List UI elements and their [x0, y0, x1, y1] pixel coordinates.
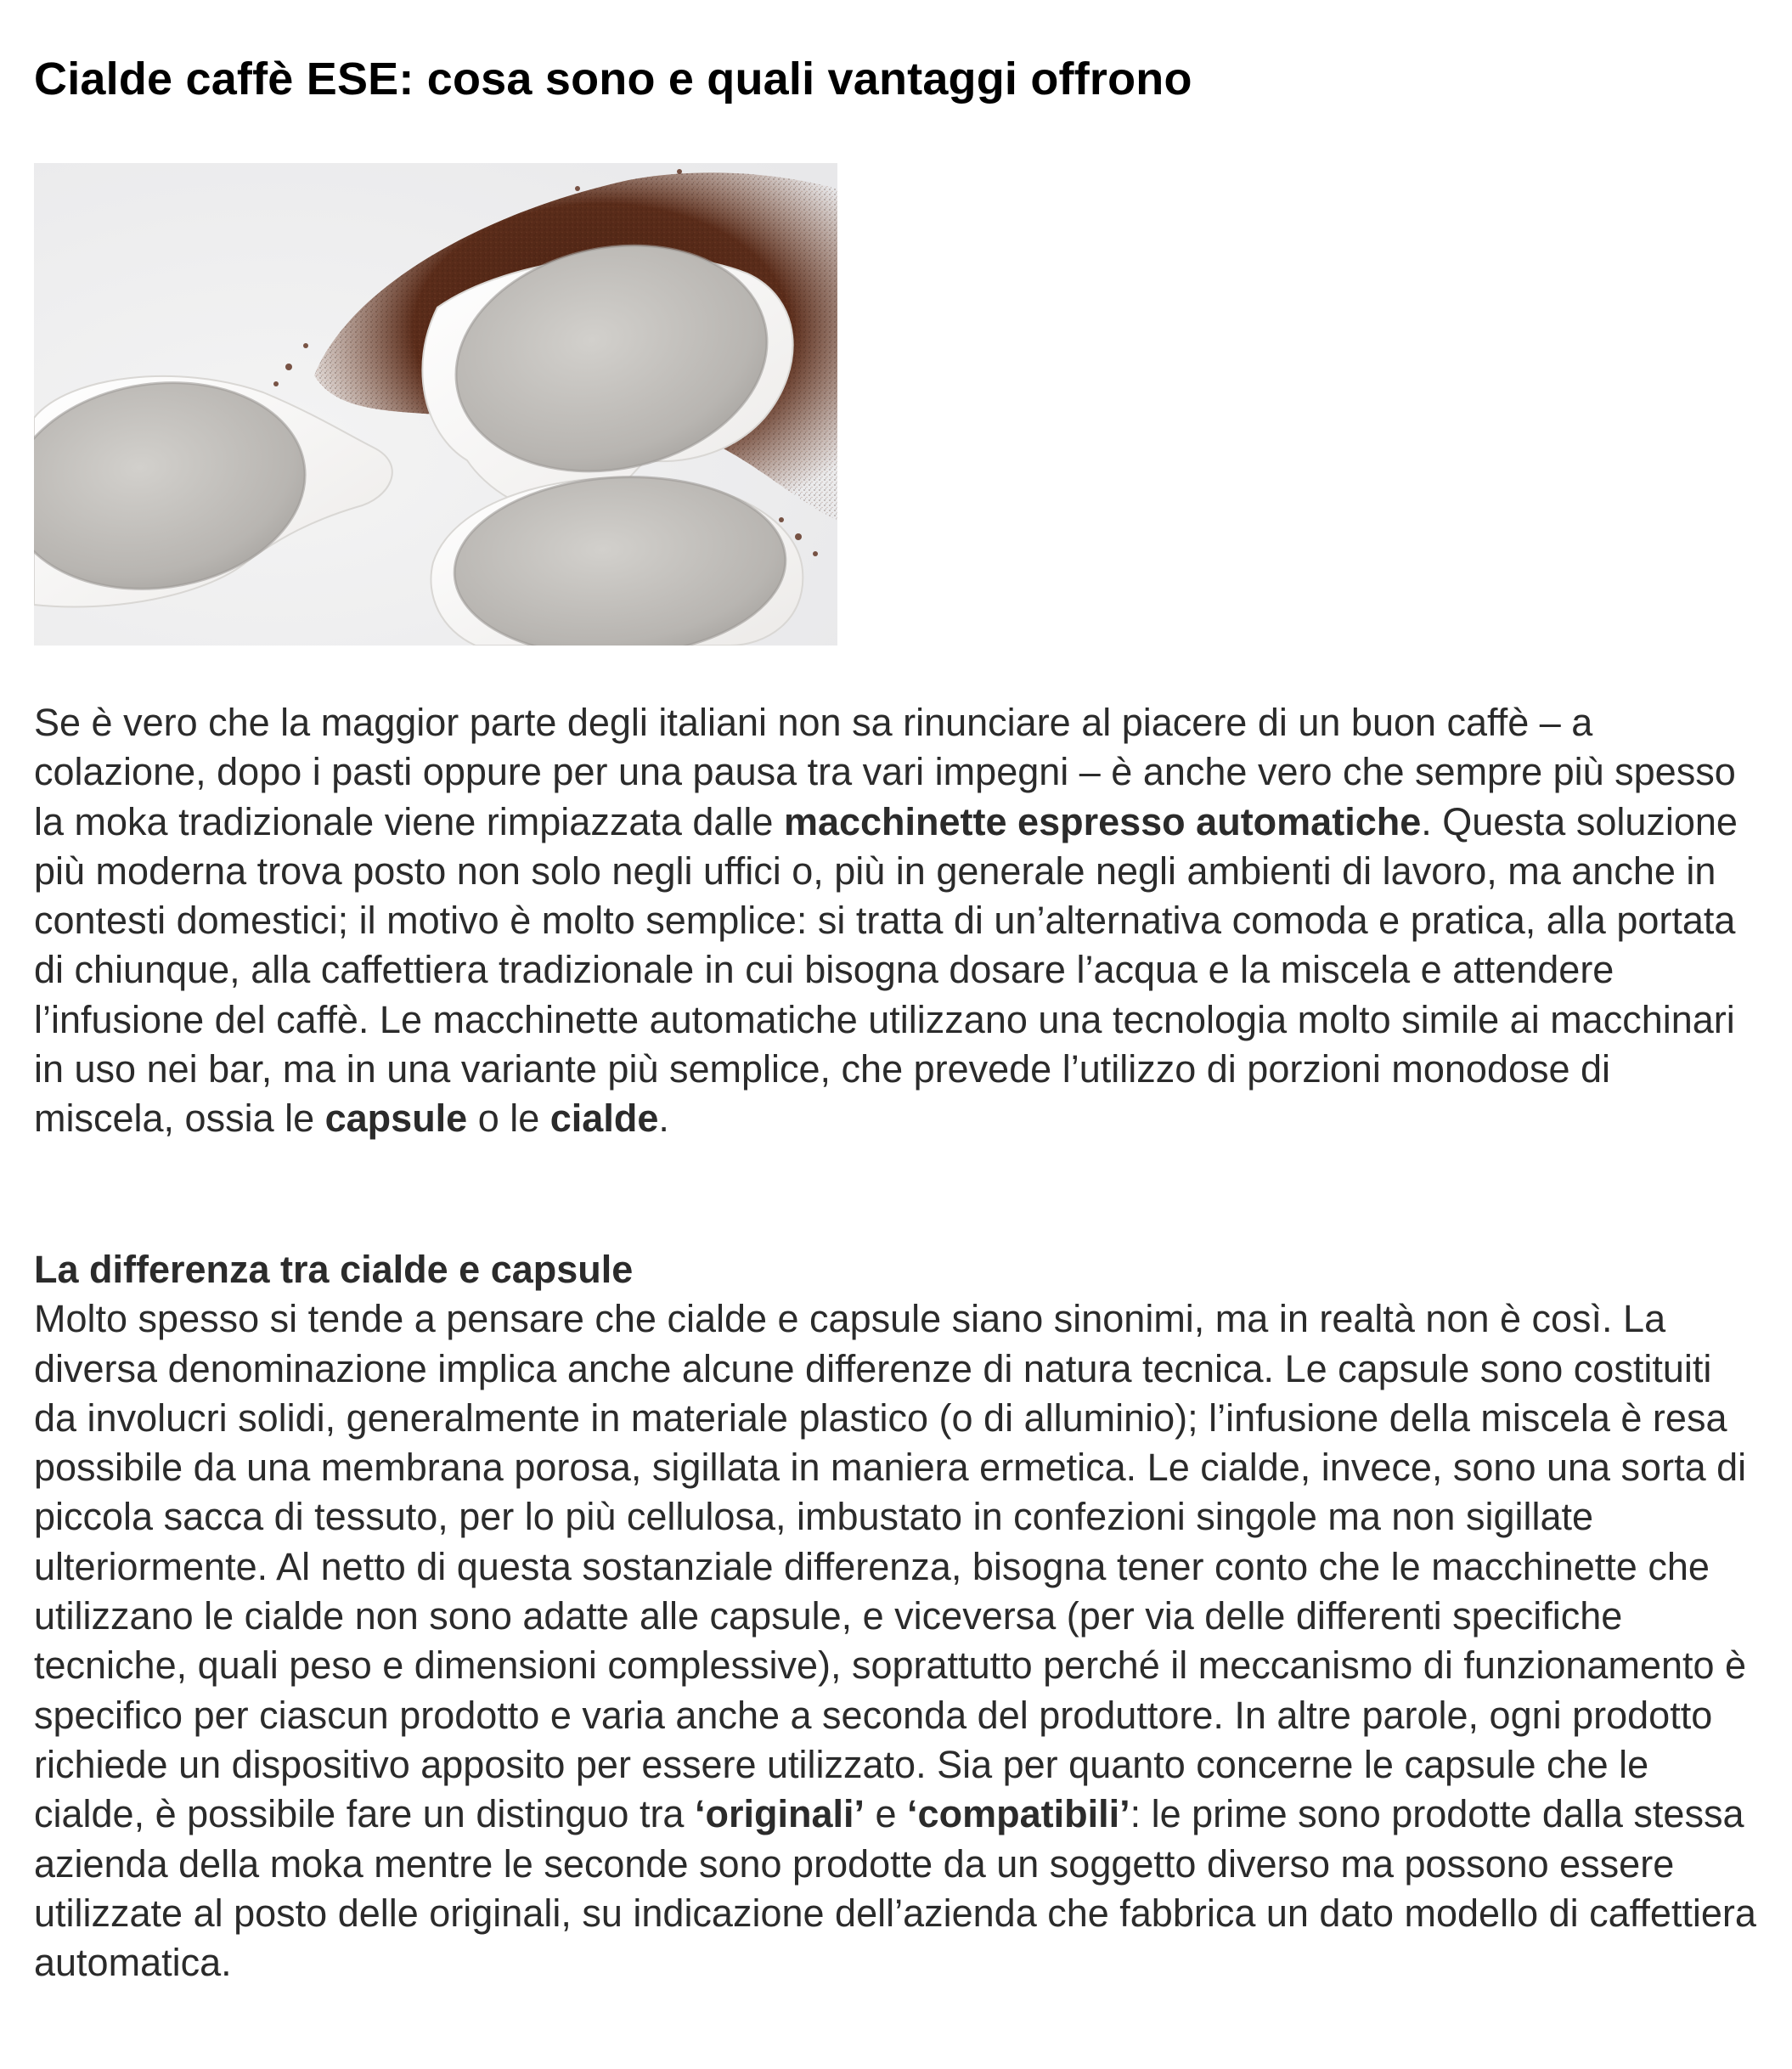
intro-text-4: .: [658, 1097, 669, 1141]
intro-paragraph: [34, 698, 1758, 1144]
intro-bold-capsule: capsule: [324, 1097, 468, 1141]
intro-text-3: o le: [467, 1097, 550, 1141]
section-bold-compatibili: ‘compatibili’: [907, 1792, 1130, 1836]
intro-text-1: Se è vero che la maggior parte degli italiani non sa rinunciare al piacere di un buon caffè – a colazione, dopo i pasti oppure per una pausa tra vari impegni – è anche vero che sempre più spesso la moka tradizionale viene rimpiazzata dalle: [34, 701, 1736, 843]
section-text-2: e: [865, 1792, 908, 1836]
section-text-1: Molto spesso si tende a pensare che cialde e capsule siano sinonimi, ma in realtà non è così. La diversa denominazione implica anche alcune differenze di natura tecnica. Le capsule sono costituiti da involucri solidi, generalmente in materiale plastico (o di alluminio); l’infusione della miscela è resa possibile da una membrana porosa, sigillata in maniera ermetica. Le cialde, invece, sono una sorta di piccola sacca di tessuto, per lo più cellulosa, imbustato in confezioni singole ma non sigillate ulteriormente. Al netto di questa sostanziale differenza, bisogna tener conto che le macchinette che utilizzano le cialde non sono adatte alle capsule, e viceversa (per via delle differenti specifiche tecniche, quali peso e dimensioni complessive), soprattutto perché il meccanismo di funzionamento è specifico per ciascun prodotto e varia anche a seconda del produttore. In altre parole, ogni prodotto richiede un dispositivo apposito per essere utilizzato. Sia per quanto concerne le capsule che le cialde, è possibile fare un distinguo tra: [34, 1297, 1747, 1836]
intro-text-2: . Questa soluzione più moderna trova posto non solo negli uffici o, più in generale negli ambienti di lavoro, ma anche in contesti domestici; il motivo è molto semplice: si tratta di un’alternativa comoda e pratica, alla portata di chiunque, alla caffettiera tradizionale in cui bisogna dosare l’acqua e la miscela e attendere l’infusione del caffè. Le macchinette automatiche utilizzano una tecnologia molto simile ai macchinari in uso nei bar, ma in una variante più semplice, che prevede l’utilizzo di porzioni monodose di miscela, ossia le: [34, 799, 1738, 1141]
section-text-3: : le prime sono prodotte dalla stessa azienda della moka mentre le seconde sono prodotte da un soggetto diverso ma possono essere utilizzate al posto delle originali, su indicazione dell’azienda che fabbrica un dato modello di caffettiera automatica.: [34, 1792, 1756, 1985]
coffee-pods-image: [34, 163, 837, 646]
section-heading: La differenza tra cialde e capsule: [34, 1248, 634, 1291]
intro-bold-cialde: cialde: [549, 1097, 659, 1141]
intro-bold-macchinette: macchinette espresso automatiche: [783, 799, 1422, 843]
section-paragraph: [34, 1245, 1758, 1987]
article-title: Cialde caffè ESE: cosa sono e quali vantaggi offrono: [34, 54, 1192, 104]
section-bold-originali: ‘originali’: [694, 1792, 865, 1836]
